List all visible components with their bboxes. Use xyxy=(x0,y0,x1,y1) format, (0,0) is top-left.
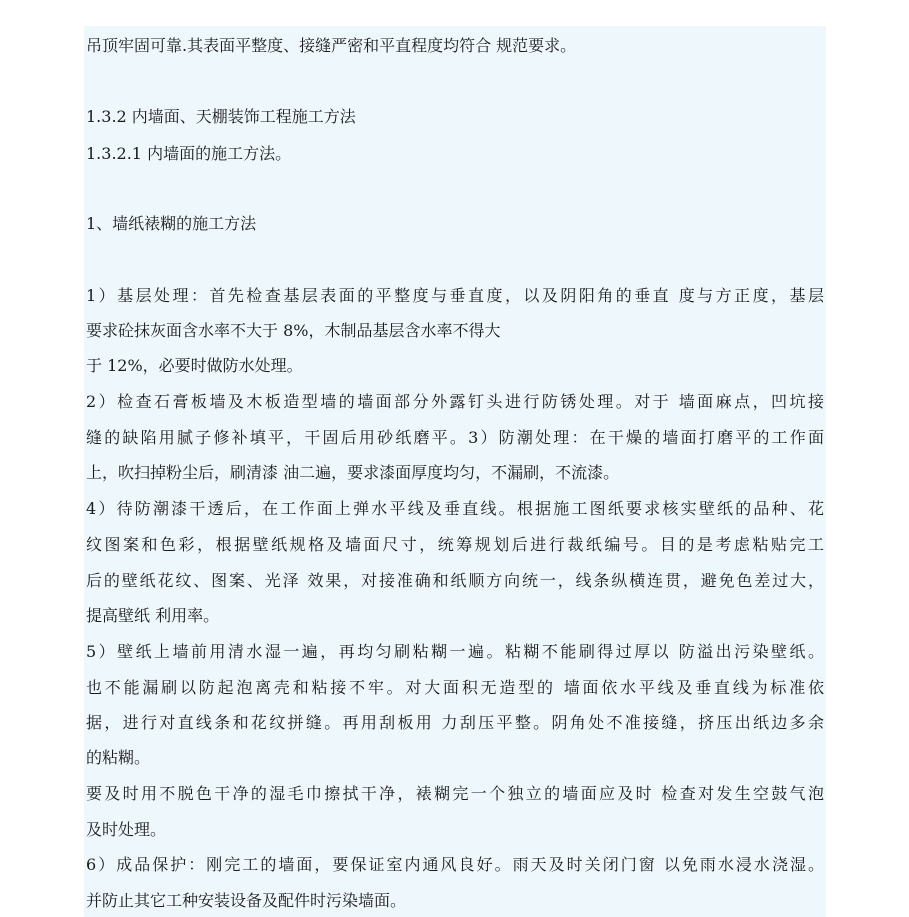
text-line: 的粘糊。 xyxy=(86,748,151,767)
text-line: 于 12%，必要时做防水处理。 xyxy=(86,356,303,375)
subsection-heading: 1.3.2.1 内墙面的施工方法。 xyxy=(86,144,292,163)
text-line: 及时处理。 xyxy=(86,820,167,839)
text-line: 5）壁纸上墙前用清水湿一遍，再均匀刷粘糊一遍。粘糊不能刷得过厚以 防溢出污染壁纸。 xyxy=(86,642,824,661)
text-line: 纹图案和色彩，根据壁纸规格及墙面尺寸，统筹规划后进行裁纸编号。目的是考虑粘贴完工 xyxy=(86,535,824,554)
text-line: 并防止其它工种安装设备及配件时污染墙面。 xyxy=(86,891,407,910)
text-line: 1）基层处理：首先检查基层表面的平整度与垂直度，以及阴阳角的垂直 度与方正度，基层 xyxy=(86,286,824,305)
text-line: 缝的缺陷用腻子修补填平，干固后用砂纸磨平。3）防潮处理：在干燥的墙面打磨平的工作面 xyxy=(86,428,824,447)
text-line: 提高壁纸 利用率。 xyxy=(86,606,220,625)
text-line: 4）待防潮漆干透后，在工作面上弹水平线及垂直线。根据施工图纸要求核实壁纸的品种、花 xyxy=(86,499,824,518)
text-line: 上，吹扫掉粉尘后，刷清漆 油二遍，要求漆面厚度均匀，不漏刷，不流漆。 xyxy=(86,463,620,482)
text-line: 2）检查石膏板墙及木板造型墙的墙面部分外露钉头进行防锈处理。对于 墙面麻点，凹坑接 xyxy=(86,392,824,411)
text-line: 要求砼抹灰面含水率不大于 8%，木制品基层含水率不得大 xyxy=(86,321,501,340)
text-line: 据，进行对直线条和花纹拼缝。再用刮板用 力刮压平整。阴角处不准接缝，挤压出纸边多余 xyxy=(86,713,824,732)
document-page xyxy=(84,26,826,917)
text-line: 后的壁纸花纹、图案、光泽 效果，对接准确和纸顺方向统一，线条纵横连贯，避免色差过大， xyxy=(86,571,824,590)
text-line: 吊顶牢固可靠.其表面平整度、接缝严密和平直程度均符合 规范要求。 xyxy=(86,36,577,55)
text-line: 也不能漏刷以防起泡离壳和粘接不牢。对大面积无造型的 墙面依水平线及垂直线为标准依 xyxy=(86,678,824,697)
item-heading: 1、墙纸裱糊的施工方法 xyxy=(86,214,257,233)
text-line: 要及时用不脱色干净的湿毛巾擦拭干净，裱糊完一个独立的墙面应及时 检查对发生空鼓气泡 xyxy=(86,784,824,803)
section-heading: 1.3.2 内墙面、天棚装饰工程施工方法 xyxy=(86,107,356,126)
text-line: 6）成品保护：刚完工的墙面，要保证室内通风良好。雨天及时关闭门窗 以免雨水浸水浇湿。 xyxy=(86,855,824,874)
